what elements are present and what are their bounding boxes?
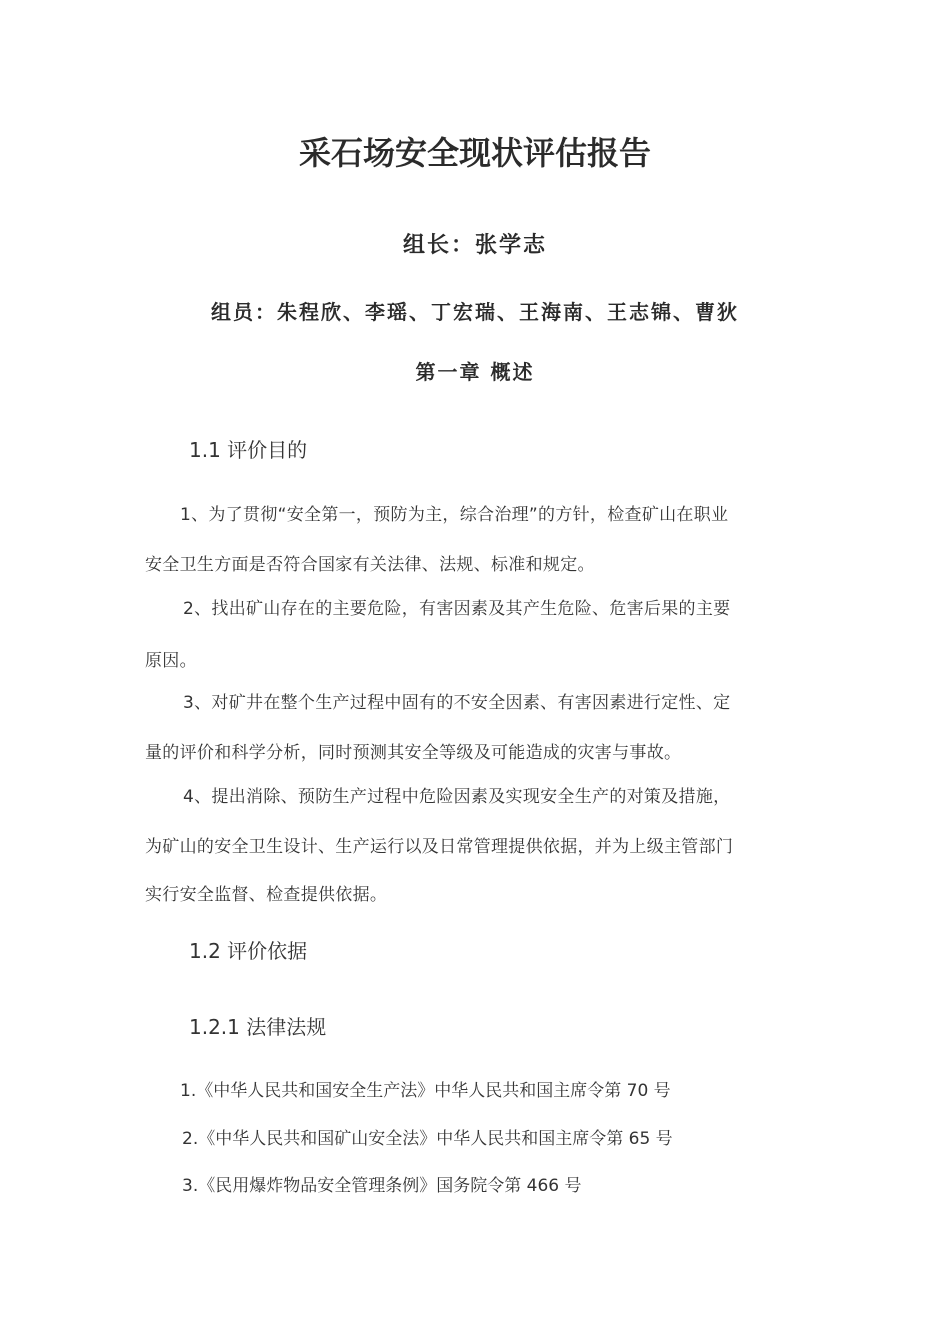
purpose-point-3-line-1: 3、对矿井在整个生产过程中固有的不安全因素、有害因素进行定性、定 [183,693,731,713]
law-list-item: 1.《中华人民共和国安全生产法》中华人民共和国主席令第 70 号 [180,1081,671,1101]
purpose-point-3-line-2: 量的评价和科学分析，同时预测其安全等级及可能造成的灾害与事故。 [145,743,682,763]
purpose-point-4-line-3: 实行安全监督、检查提供依据。 [145,885,388,905]
section-heading-1-1: 1.1 评价目的 [189,438,308,462]
purpose-point-4-line-1: 4、提出消除、预防生产过程中危险因素及实现安全生产的对策及措施， [183,787,731,807]
report-title: 采石场安全现状评估报告 [298,134,651,172]
purpose-point-1-line-1: 1、为了贯彻“安全第一，预防为主，综合治理”的方针，检查矿山在职业 [180,505,729,525]
law-list-item: 3.《民用爆炸物品安全管理条例》国务院令第 466 号 [182,1176,582,1196]
purpose-point-2-line-1: 2、找出矿山存在的主要危险，有害因素及其产生危险、危害后果的主要 [183,599,731,619]
section-heading-1-2: 1.2 评价依据 [189,939,308,963]
purpose-point-4-line-2: 为矿山的安全卫生设计、生产运行以及日常管理提供依据，并为上级主管部门 [145,837,734,857]
law-list-item: 2.《中华人民共和国矿山安全法》中华人民共和国主席令第 65 号 [182,1129,673,1149]
subsection-heading-1-2-1: 1.2.1 法律法规 [189,1015,327,1039]
team-members: 组员：朱程欣、李瑶、丁宏瑞、王海南、王志锦、曹狄 [211,300,739,324]
team-leader: 组长：张学志 [402,232,547,258]
purpose-point-2-line-2: 原因。 [145,651,197,671]
chapter-heading: 第一章 概述 [415,360,535,384]
purpose-point-1-line-2: 安全卫生方面是否符合国家有关法律、法规、标准和规定。 [145,555,595,575]
